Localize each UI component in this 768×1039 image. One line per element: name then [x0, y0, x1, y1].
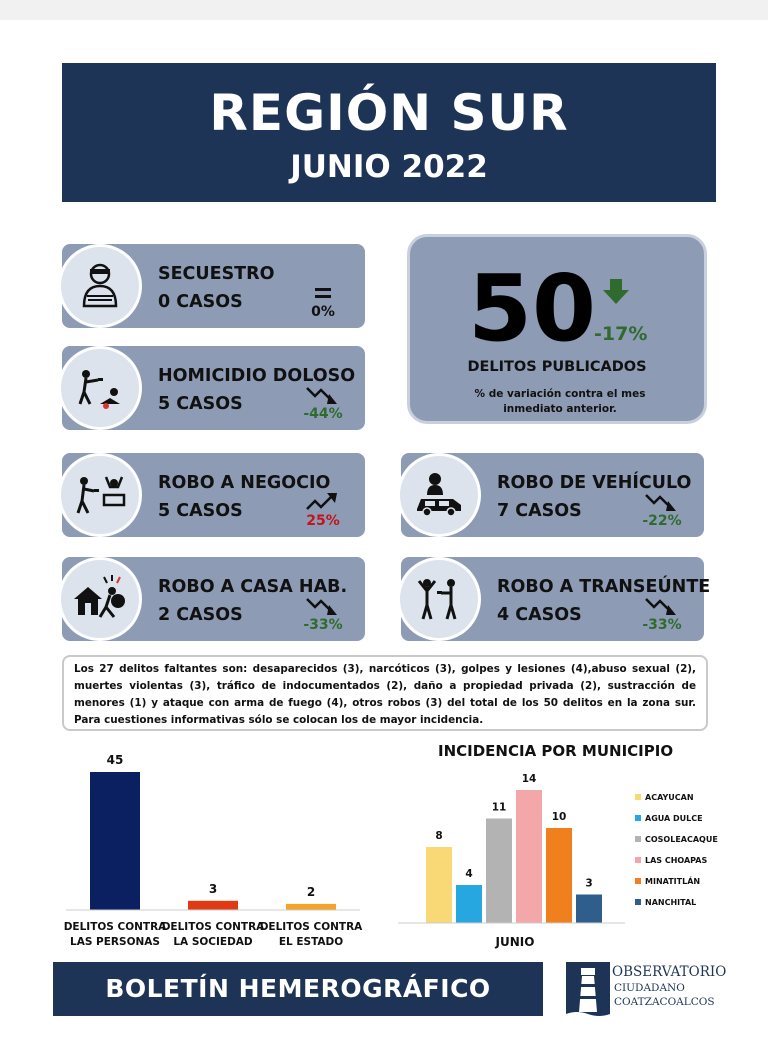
card-label — [158, 260, 274, 316]
bar-value-label: 8 — [435, 830, 443, 842]
trend-percent: -33% — [642, 617, 682, 633]
trend-indicator — [297, 595, 349, 635]
card-title: ROBO A TRANSEÚNTE — [497, 577, 711, 597]
trend-percent: -33% — [303, 617, 343, 633]
bar-2 — [188, 901, 238, 910]
card-title: ROBO DE VEHÍCULO — [497, 473, 692, 493]
house-robbery-icon — [58, 557, 142, 641]
category-label: LA SOCIEDAD — [173, 936, 253, 948]
trend-indicator — [636, 595, 688, 635]
category-label: DELITOS CONTRA — [63, 921, 167, 933]
card-title: SECUESTRO — [158, 264, 275, 284]
legend-swatch — [635, 815, 641, 821]
legend-label: LAS CHOAPAS — [645, 856, 708, 865]
page-subtitle: JUNIO 2022 — [290, 149, 488, 185]
car-theft-icon — [397, 453, 481, 537]
bar-5 — [546, 828, 572, 923]
bar-1 — [90, 772, 140, 910]
card-secuestro — [62, 244, 365, 328]
trend-down-icon — [305, 595, 341, 617]
trend-indicator — [636, 491, 688, 531]
card-count: 2 CASOS — [158, 605, 243, 625]
legend-label: ACAYUCAN — [645, 793, 694, 802]
top-strip — [0, 0, 768, 20]
bar-value-label: 2 — [306, 884, 316, 899]
category-label: DELITOS CONTRA — [259, 921, 363, 933]
card-title: ROBO A CASA HAB. — [158, 577, 348, 597]
trend-down-icon — [644, 595, 680, 617]
card-count: 4 CASOS — [497, 605, 582, 625]
arrow-down-icon — [602, 277, 630, 305]
logo-line1: OBSERVATORIO — [612, 964, 727, 980]
header-banner — [62, 63, 716, 202]
logo — [562, 962, 732, 1022]
legend-swatch — [635, 857, 641, 863]
legend-swatch — [635, 878, 641, 884]
legend-swatch — [635, 836, 641, 842]
pedestrian-robbery-icon — [397, 557, 481, 641]
card-homicidio — [62, 346, 365, 430]
footer-banner: BOLETÍN HEMEROGRÁFICO — [53, 962, 543, 1016]
summary-note: % de variación contra el mes inmediato anterior. — [474, 388, 646, 415]
bar-value-label: 10 — [551, 811, 567, 823]
summary-box — [407, 234, 707, 424]
trend-indicator — [297, 384, 349, 424]
card-count: 5 CASOS — [158, 501, 243, 521]
business-robbery-icon — [58, 453, 142, 537]
trend-down-icon — [644, 491, 680, 513]
bar-2 — [456, 885, 482, 923]
total-variation: -17% — [594, 323, 648, 345]
card-robo-transeunte — [401, 557, 711, 641]
legend-label: NANCHITAL — [645, 898, 697, 907]
legend-swatch — [635, 794, 641, 800]
chart-municipios — [390, 742, 720, 957]
bar-1 — [426, 847, 452, 923]
card-robo-negocio — [62, 453, 365, 537]
card-robo-casa — [62, 557, 365, 641]
bar-3 — [286, 904, 336, 910]
lighthouse-logo-icon — [566, 962, 610, 1020]
card-count: 0 CASOS — [158, 292, 243, 312]
trend-percent: -22% — [642, 513, 682, 529]
summary-caption: DELITOS PUBLICADOS — [467, 359, 647, 375]
kidnap-icon — [58, 244, 142, 328]
card-title: HOMICIDIO DOLOSO — [158, 366, 356, 386]
bar-value-label: 4 — [465, 868, 473, 880]
chart-delitos-tipo-svg — [60, 748, 380, 958]
chart-municipios-svg — [390, 742, 720, 957]
trend-percent: -44% — [303, 406, 343, 422]
bar-value-label: 11 — [491, 801, 507, 814]
total-crimes: 50 — [468, 255, 597, 362]
trend-indicator — [297, 491, 349, 531]
bar-value-label: 3 — [585, 877, 593, 890]
trend-down-icon — [305, 384, 341, 406]
chart-title: INCIDENCIA POR MUNICIPIO — [438, 742, 674, 760]
category-label: EL ESTADO — [278, 936, 344, 948]
category-label: LAS PERSONAS — [70, 936, 160, 948]
logo-line3: COATZACOALCOS — [614, 996, 715, 1008]
card-robo-vehiculo — [401, 453, 704, 537]
trend-indicator — [297, 282, 349, 322]
card-count: 7 CASOS — [497, 501, 582, 521]
x-axis-label: JUNIO — [495, 935, 535, 949]
bar-4 — [516, 790, 542, 923]
legend-label: AGUA DULCE — [645, 814, 703, 823]
logo-line2: CIUDADANO — [614, 982, 685, 994]
equal-icon — [305, 282, 341, 304]
bar-3 — [486, 819, 512, 924]
legend-swatch — [635, 899, 641, 905]
bar-6 — [576, 895, 602, 924]
card-count: 5 CASOS — [158, 394, 243, 414]
category-label: DELITOS CONTRA — [161, 921, 265, 933]
trend-percent: 25% — [306, 513, 340, 529]
chart-delitos-tipo — [60, 748, 380, 958]
trend-up-icon — [305, 491, 341, 513]
legend-label: MINATITLÁN — [645, 877, 701, 886]
bar-value-label: 14 — [521, 773, 537, 785]
missing-crimes-text: Los 27 delitos faltantes son: desaparecidos (3), narcóticos (3), golpes y lesiones (4),abuso sexual (2), muertes violentas (3), tráfico de indocumentados (2), daño a propiedad privada (2), sustracción de menores (1) y ataque con arma de fuego (4), otros robos (3) del total de los 50 delitos en la zona sur. Para cuestiones informativas sólo se colocan los de mayor incidencia. — [62, 655, 708, 731]
page-title: REGIÓN SUR — [209, 84, 569, 142]
bar-value-label: 45 — [106, 753, 124, 767]
bar-value-label: 3 — [208, 881, 218, 896]
legend-label: COSOLEACAQUE — [645, 835, 718, 844]
homicide-icon — [58, 346, 142, 430]
trend-percent: 0% — [311, 304, 335, 320]
card-title: ROBO A NEGOCIO — [158, 473, 331, 493]
